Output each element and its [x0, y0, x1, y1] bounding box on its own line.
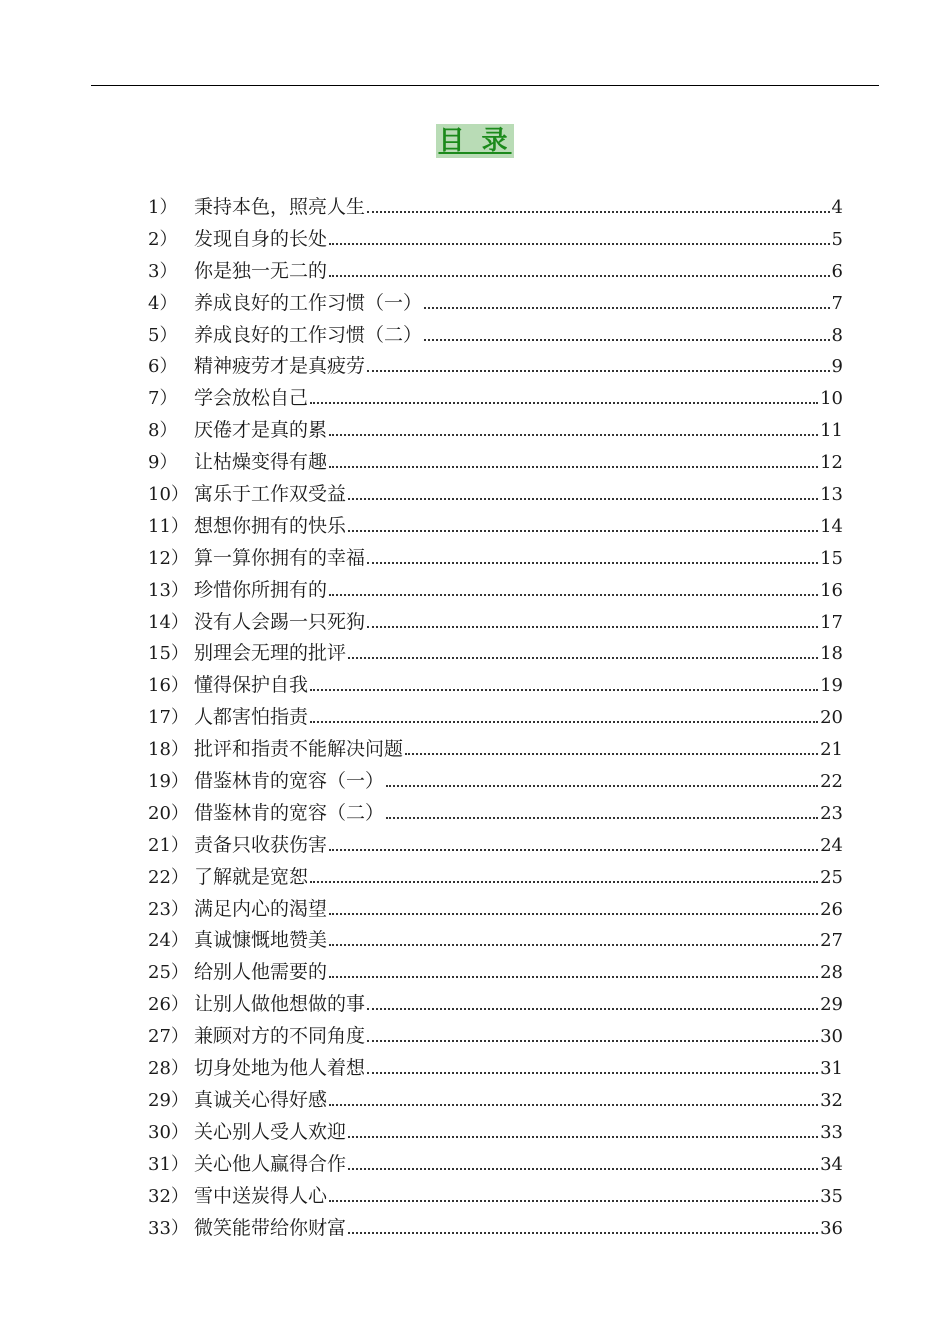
- toc-entry-number: 3）: [148, 260, 178, 282]
- toc-entry-number: 2）: [148, 228, 178, 250]
- toc-entry-number: 20）: [148, 802, 189, 824]
- toc-entry-number: 21）: [148, 834, 189, 856]
- toc-entry-page: 12: [820, 452, 843, 474]
- toc-dot-leader: [367, 211, 830, 213]
- toc-entry[interactable]: [148, 543, 843, 575]
- toc-entry-number: 31）: [148, 1153, 189, 1175]
- toc-entry[interactable]: [148, 447, 843, 479]
- toc-entry-page: 24: [820, 834, 843, 856]
- toc-entry-page: 29: [820, 994, 843, 1016]
- toc-entry-title: 你是独一无二的: [194, 259, 328, 282]
- toc-entry[interactable]: [148, 862, 843, 894]
- toc-entry-title: 真诚慷慨地赞美: [194, 929, 328, 952]
- toc-dot-leader: [310, 881, 818, 883]
- toc-entry[interactable]: [148, 1213, 843, 1245]
- toc-entry-title: 精神疲劳才是真疲劳: [194, 355, 366, 378]
- toc-entry-title: 厌倦才是真的累: [194, 419, 328, 442]
- toc-entry-number: 17）: [148, 707, 189, 729]
- toc-dot-leader: [348, 1168, 818, 1170]
- toc-entry-page: 20: [820, 707, 843, 729]
- toc-entry-title: 真诚关心得好感: [194, 1088, 328, 1111]
- toc-entry-page: 33: [820, 1121, 843, 1143]
- toc-entry-title: 没有人会踢一只死狗: [194, 610, 366, 633]
- toc-dot-leader: [367, 626, 818, 628]
- toc-dot-leader: [424, 339, 830, 341]
- toc-entry[interactable]: [148, 957, 843, 989]
- toc-dot-leader: [405, 753, 818, 755]
- toc-entry[interactable]: [148, 607, 843, 639]
- toc-entry-page: 4: [831, 197, 843, 218]
- toc-entry[interactable]: [148, 1181, 843, 1213]
- toc-entry-number: 4）: [148, 292, 178, 314]
- toc-entry-page: 27: [820, 930, 843, 952]
- toc-entry-title: 别理会无理的批评: [194, 642, 347, 665]
- toc-entry-title: 兼顾对方的不同角度: [194, 1025, 366, 1048]
- toc-entry-number: 29）: [148, 1089, 189, 1111]
- toc-entry-page: 25: [820, 866, 843, 888]
- toc-entry-number: 7）: [148, 388, 178, 410]
- toc-entry-number: 1）: [148, 197, 178, 218]
- toc-dot-leader: [386, 785, 818, 787]
- toc-dot-leader: [348, 657, 818, 659]
- header-rule: [91, 85, 879, 86]
- toc-entry-number: 15）: [148, 643, 189, 665]
- toc-entry[interactable]: [148, 925, 843, 957]
- toc-entry-title: 切身处地为他人着想: [194, 1057, 366, 1080]
- toc-heading: 目 录: [438, 126, 512, 156]
- toc-entry-title: 人都害怕指责: [194, 706, 309, 729]
- toc-entry-number: 18）: [148, 739, 189, 761]
- toc-entry-page: 15: [820, 547, 843, 569]
- toc-heading-wrap: [0, 124, 950, 158]
- toc-dot-leader: [329, 434, 818, 436]
- toc-entry-title: 关心别人受人欢迎: [194, 1120, 347, 1143]
- toc-entry-title: 学会放松自己: [194, 387, 309, 410]
- toc-entry-number: 10）: [148, 484, 189, 506]
- toc-entry-number: 8）: [148, 420, 178, 442]
- toc-dot-leader: [367, 370, 830, 372]
- toc-entry-page: 34: [820, 1153, 843, 1175]
- toc-entry-title: 珍惜你所拥有的: [194, 578, 328, 601]
- toc-entry-page: 6: [831, 260, 843, 282]
- toc-entry-title: 懂得保护自我: [194, 674, 309, 697]
- toc-dot-leader: [329, 1200, 818, 1202]
- toc-entry[interactable]: [148, 320, 843, 352]
- toc-entry-page: 18: [820, 643, 843, 665]
- toc-entry-page: 30: [820, 1026, 843, 1048]
- toc-entry-number: 33）: [148, 1217, 189, 1239]
- toc-dot-leader: [310, 721, 818, 723]
- toc-entry-page: 13: [820, 484, 843, 506]
- toc-entry[interactable]: [148, 575, 843, 607]
- toc-dot-leader: [329, 275, 830, 277]
- toc-dot-leader: [367, 1072, 818, 1074]
- toc-entry-page: 11: [820, 420, 843, 442]
- toc-entry-title: 批评和指责不能解决问题: [194, 738, 404, 761]
- toc-entry-page: 10: [820, 388, 843, 410]
- toc-dot-leader: [367, 1040, 818, 1042]
- toc-entry-number: 32）: [148, 1185, 189, 1207]
- toc-entry-number: 13）: [148, 579, 189, 601]
- toc-dot-leader: [367, 1008, 818, 1010]
- toc-entry-title: 了解就是宽恕: [194, 865, 309, 888]
- toc-entry-page: 16: [820, 579, 843, 601]
- toc-entry[interactable]: [148, 1021, 843, 1053]
- toc-dot-leader: [329, 976, 818, 978]
- toc-entry[interactable]: [148, 479, 843, 511]
- toc-entry-number: 6）: [148, 356, 178, 378]
- toc-entry[interactable]: [148, 766, 843, 798]
- toc-entry-number: 5）: [148, 324, 178, 346]
- toc-entry-page: 35: [820, 1185, 843, 1207]
- toc-entry[interactable]: [148, 383, 843, 415]
- toc-dot-leader: [329, 1104, 818, 1106]
- toc-entry-number: 30）: [148, 1121, 189, 1143]
- toc-dot-leader: [348, 1136, 818, 1138]
- toc-entry-number: 9）: [148, 452, 178, 474]
- toc-entry[interactable]: [148, 638, 843, 670]
- toc-entry[interactable]: [148, 192, 843, 224]
- toc-dot-leader: [329, 913, 818, 915]
- toc-entry[interactable]: [148, 798, 843, 830]
- toc-entry[interactable]: [148, 351, 843, 383]
- toc-entry-page: 28: [820, 962, 843, 984]
- toc-entry[interactable]: [148, 734, 843, 766]
- toc-entry-title: 算一算你拥有的幸福: [194, 546, 366, 569]
- toc-entry[interactable]: [148, 256, 843, 288]
- toc-list: [148, 192, 843, 1244]
- toc-entry-page: 23: [820, 802, 843, 824]
- toc-entry-number: 14）: [148, 611, 189, 633]
- toc-entry[interactable]: [148, 1117, 843, 1149]
- toc-dot-leader: [367, 562, 818, 564]
- toc-entry-page: 31: [820, 1058, 843, 1080]
- toc-entry-title: 满足内心的渴望: [194, 897, 328, 920]
- toc-entry-page: 5: [831, 228, 843, 250]
- toc-entry-page: 17: [820, 611, 843, 633]
- toc-dot-leader: [310, 689, 818, 691]
- toc-entry-title: 发现自身的长处: [194, 227, 328, 250]
- toc-entry-number: 25）: [148, 962, 189, 984]
- toc-entry-number: 27）: [148, 1026, 189, 1048]
- toc-dot-leader: [329, 849, 818, 851]
- toc-entry-page: 22: [820, 771, 843, 793]
- toc-entry-number: 11）: [148, 515, 189, 537]
- toc-entry-page: 14: [820, 515, 843, 537]
- toc-entry-number: 23）: [148, 898, 189, 920]
- toc-entry-title: 养成良好的工作习惯（一）: [194, 291, 423, 314]
- toc-entry-page: 26: [820, 898, 843, 920]
- toc-dot-leader: [329, 944, 818, 946]
- toc-entry-number: 26）: [148, 994, 189, 1016]
- toc-entry-number: 24）: [148, 930, 189, 952]
- toc-dot-leader: [424, 307, 830, 309]
- toc-entry-title: 关心他人赢得合作: [194, 1152, 347, 1175]
- toc-dot-leader: [348, 1232, 818, 1234]
- toc-entry[interactable]: [148, 415, 843, 447]
- toc-entry-title: 微笑能带给你财富: [194, 1216, 347, 1239]
- toc-entry[interactable]: [148, 702, 843, 734]
- toc-entry-page: 9: [831, 356, 843, 378]
- toc-entry-title: 寓乐于工作双受益: [194, 483, 347, 506]
- toc-entry[interactable]: [148, 670, 843, 702]
- toc-entry[interactable]: [148, 830, 843, 862]
- toc-dot-leader: [310, 402, 818, 404]
- toc-entry[interactable]: [148, 224, 843, 256]
- toc-dot-leader: [386, 817, 818, 819]
- toc-entry-page: 8: [831, 324, 843, 346]
- toc-entry[interactable]: [148, 288, 843, 320]
- toc-dot-leader: [329, 594, 818, 596]
- toc-entry-title: 借鉴林肯的宽容（二）: [194, 801, 385, 824]
- toc-entry[interactable]: [148, 1053, 843, 1085]
- toc-entry[interactable]: [148, 1149, 843, 1181]
- toc-entry-page: 21: [820, 739, 843, 761]
- toc-entry-title: 雪中送炭得人心: [194, 1184, 328, 1207]
- toc-entry[interactable]: [148, 1085, 843, 1117]
- toc-entry-title: 让枯燥变得有趣: [194, 451, 328, 474]
- toc-entry-title: 给别人他需要的: [194, 961, 328, 984]
- toc-dot-leader: [348, 498, 818, 500]
- toc-entry-title: 借鉴林肯的宽容（一）: [194, 770, 385, 793]
- toc-entry-page: 36: [820, 1217, 843, 1239]
- toc-entry-number: 19）: [148, 771, 189, 793]
- toc-entry-title: 责备只收获伤害: [194, 833, 328, 856]
- toc-entry-number: 28）: [148, 1058, 189, 1080]
- toc-entry-number: 12）: [148, 547, 189, 569]
- toc-entry[interactable]: [148, 989, 843, 1021]
- toc-dot-leader: [329, 466, 818, 468]
- toc-entry-title: 养成良好的工作习惯（二）: [194, 323, 423, 346]
- toc-entry[interactable]: [148, 894, 843, 926]
- toc-dot-leader: [348, 530, 818, 532]
- toc-entry-number: 22）: [148, 866, 189, 888]
- toc-entry-title: 秉持本色，照亮人生: [194, 196, 366, 218]
- toc-entry-page: 19: [820, 675, 843, 697]
- toc-entry-page: 32: [820, 1089, 843, 1111]
- toc-entry-number: 16）: [148, 675, 189, 697]
- toc-entry-page: 7: [831, 292, 843, 314]
- toc-entry[interactable]: [148, 511, 843, 543]
- toc-entry-title: 想想你拥有的快乐: [194, 514, 347, 537]
- toc-entry-title: 让别人做他想做的事: [194, 993, 366, 1016]
- toc-dot-leader: [329, 243, 830, 245]
